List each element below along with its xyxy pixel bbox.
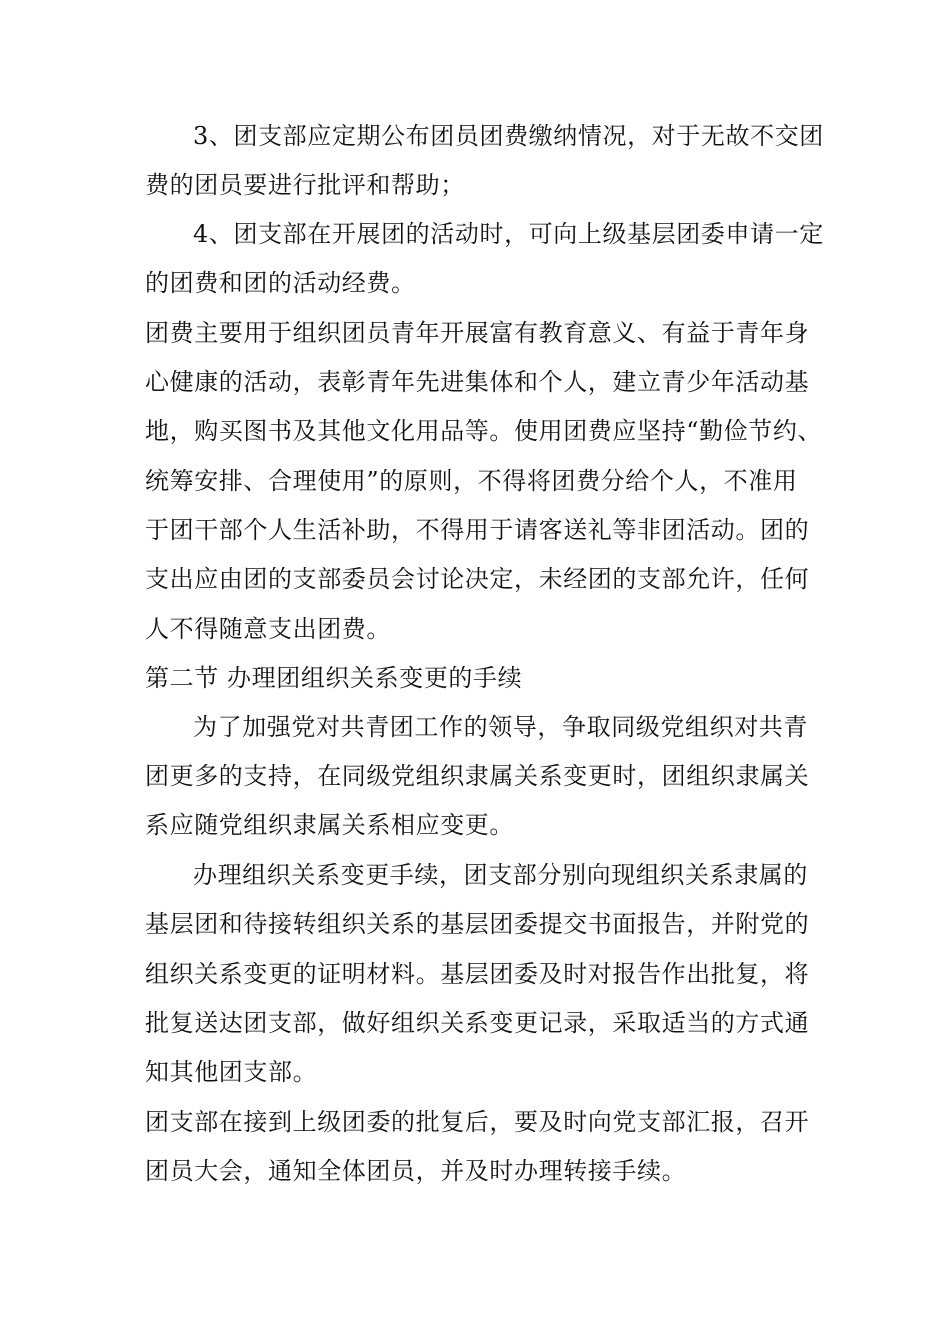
paragraph-purpose-line-3: 系应随党组织隶属关系相应变更。 — [145, 811, 514, 839]
paragraph-procedure-line-1: 办理组织关系变更手续，团支部分别向现组织关系隶属的 — [193, 861, 808, 889]
paragraph-report-line-1: 团支部在接到上级团委的批复后，要及时向党支部汇报，召开 — [145, 1108, 810, 1136]
paragraph-fee-usage-line-1: 团费主要用于组织团员青年开展富有教育意义、有益于青年身 — [145, 319, 810, 347]
paragraph-fee-usage-line-5: 于团干部个人生活补助，不得用于请客送礼等非团活动。团的 — [145, 516, 810, 544]
paragraph-fee-usage-line-7: 人不得随意支出团费。 — [145, 615, 391, 643]
paragraph-purpose-line-2: 团更多的支持，在同级党组织隶属关系变更时，团组织隶属关 — [145, 762, 810, 790]
paragraph-item-3-line-1: 3、团支部应定期公布团员团费缴纳情况，对于无故不交团 — [193, 122, 824, 150]
paragraph-procedure-line-3: 组织关系变更的证明材料。基层团委及时对报告作出批复，将 — [145, 960, 810, 988]
paragraph-fee-usage-line-2: 心健康的活动，表彰青年先进集体和个人，建立青少年活动基 — [145, 368, 810, 396]
paragraph-fee-usage-line-6: 支出应由团的支部委员会讨论决定，未经团的支部允许，任何 — [145, 565, 810, 593]
paragraph-item-3-line-2: 费的团员要进行批评和帮助； — [145, 171, 465, 199]
paragraph-purpose-line-1: 为了加强党对共青团工作的领导，争取同级党组织对共青 — [193, 713, 808, 741]
paragraph-report-line-2: 团员大会，通知全体团员，并及时办理转接手续。 — [145, 1157, 687, 1185]
section-heading: 第二节 办理团组织关系变更的手续 — [145, 664, 523, 692]
paragraph-procedure-line-5: 知其他团支部。 — [145, 1058, 318, 1086]
paragraph-item-4-line-1: 4、团支部在开展团的活动时，可向上级基层团委申请一定 — [193, 220, 824, 248]
paragraph-procedure-line-2: 基层团和待接转组织关系的基层团委提交书面报告，并附党的 — [145, 910, 810, 938]
paragraph-item-4-line-2: 的团费和团的活动经费。 — [145, 269, 416, 297]
paragraph-fee-usage-line-4: 统筹安排、合理使用”的原则，不得将团费分给个人，不准用 — [145, 467, 798, 495]
paragraph-procedure-line-4: 批复送达团支部，做好组织关系变更记录，采取适当的方式通 — [145, 1009, 810, 1037]
paragraph-fee-usage-line-3: 地，购买图书及其他文化用品等。使用团费应坚持“勤俭节约、 — [145, 417, 823, 445]
